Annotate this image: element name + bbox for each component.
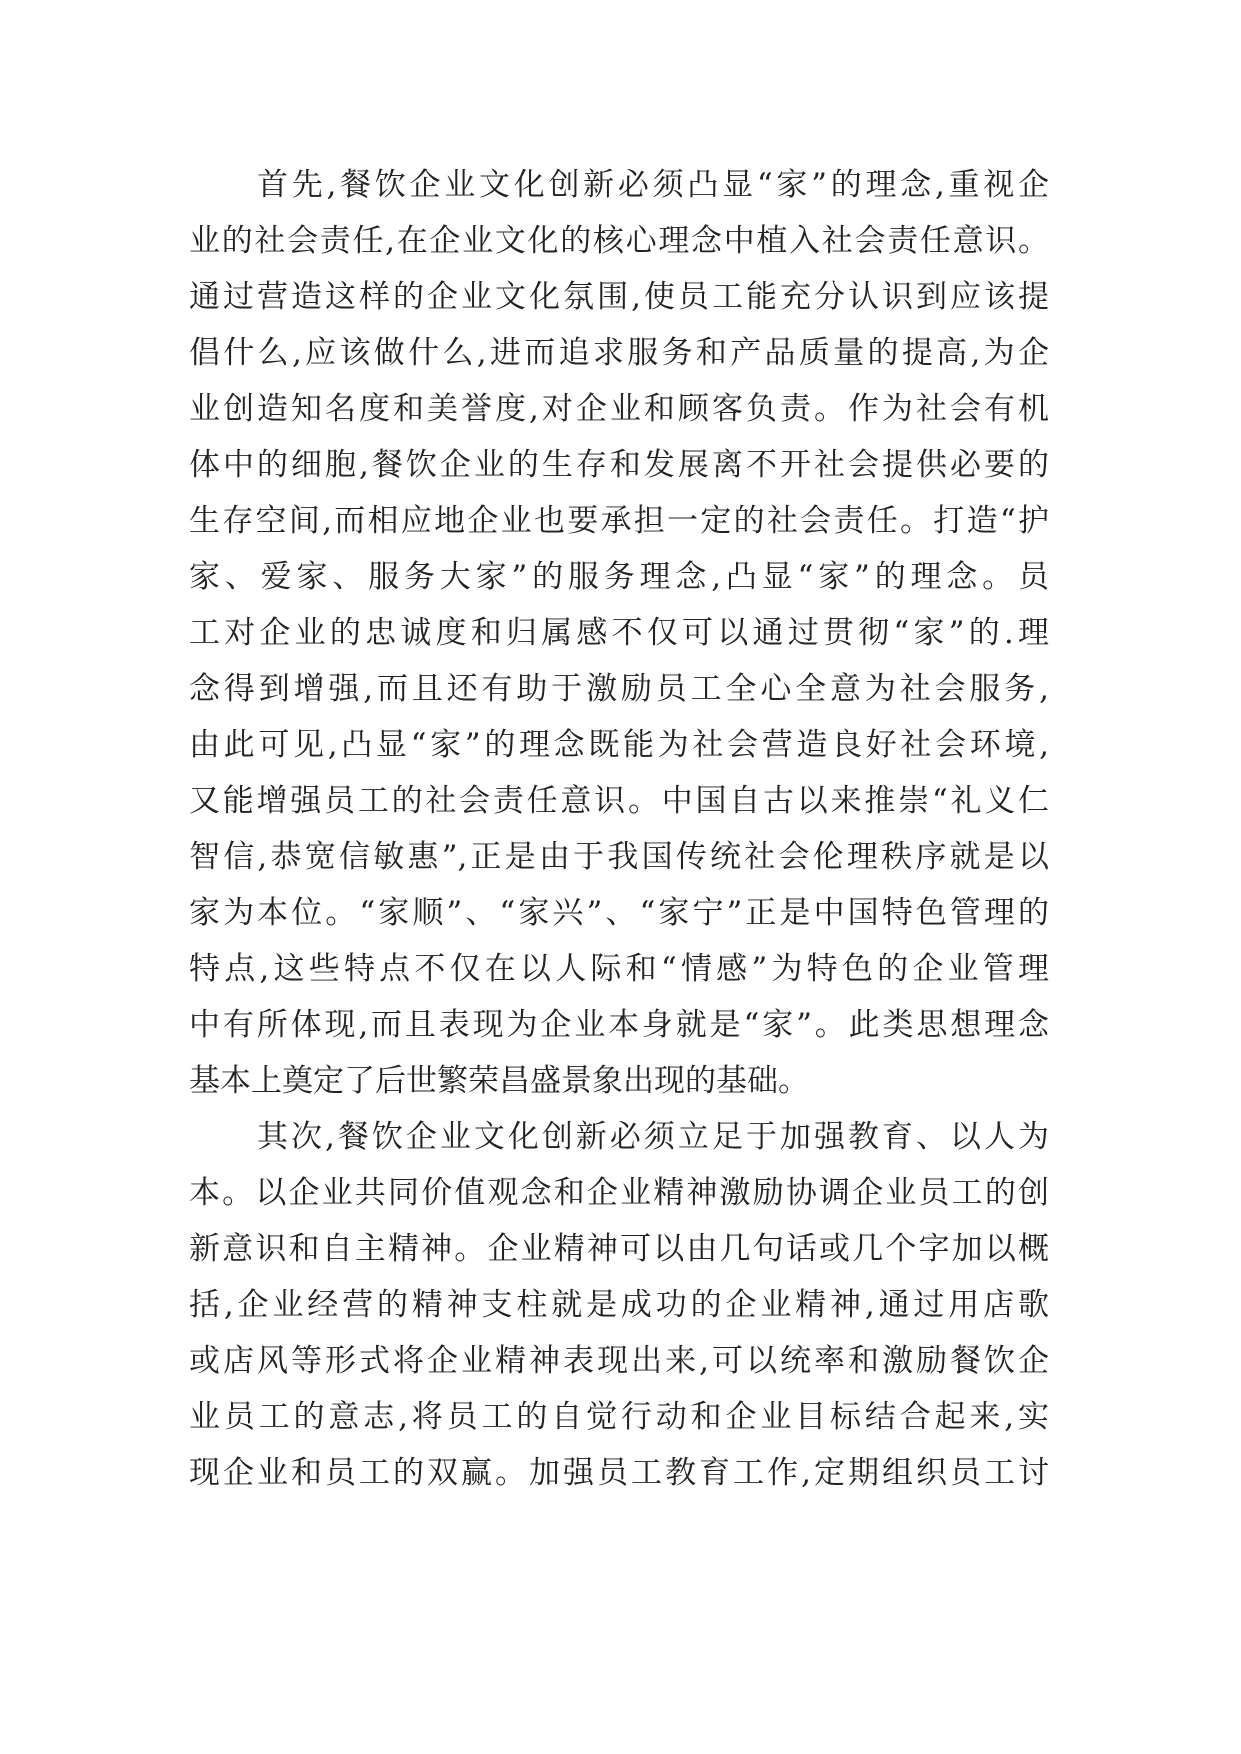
body-text xyxy=(189,157,1049,1501)
text-line: 基本上奠定了后世繁荣昌盛景象出现的基础。 xyxy=(189,1063,809,1099)
text-line: 特点,这些特点不仅在以人际和“情感”为特色的企业管理 xyxy=(189,951,1049,987)
text-line: 或店风等形式将企业精神表现出来,可以统率和激励餐饮企 xyxy=(189,1343,1049,1379)
paragraph-2 xyxy=(189,1109,1049,1501)
paragraph-1 xyxy=(189,157,1049,1109)
text-line: 中有所体现,而且表现为企业本身就是“家”。此类思想理念 xyxy=(189,1007,1049,1043)
text-line: 工对企业的忠诚度和归属感不仅可以通过贯彻“家”的.理 xyxy=(189,615,1049,651)
text-line: 家、爱家、服务大家”的服务理念,凸显“家”的理念。员 xyxy=(189,559,1049,595)
text-line: 体中的细胞,餐饮企业的生存和发展离不开社会提供必要的 xyxy=(189,447,1049,483)
text-line: 业的社会责任,在企业文化的核心理念中植入社会责任意识。 xyxy=(189,223,1049,259)
text-line: 其次,餐饮企业文化创新必须立足于加强教育、以人为 xyxy=(257,1119,1049,1155)
text-line: 现企业和员工的双赢。加强员工教育工作,定期组织员工讨 xyxy=(189,1455,1049,1491)
text-line: 家为本位。“家顺”、“家兴”、“家宁”正是中国特色管理的 xyxy=(189,895,1049,931)
text-line: 念得到增强,而且还有助于激励员工全心全意为社会服务, xyxy=(189,671,1049,707)
text-line: 括,企业经营的精神支柱就是成功的企业精神,通过用店歌 xyxy=(189,1287,1049,1323)
text-line: 由此可见,凸显“家”的理念既能为社会营造良好社会环境, xyxy=(189,727,1049,763)
text-line: 生存空间,而相应地企业也要承担一定的社会责任。打造“护 xyxy=(189,503,1049,539)
text-line: 通过营造这样的企业文化氛围,使员工能充分认识到应该提 xyxy=(189,279,1049,315)
text-line: 新意识和自主精神。企业精神可以由几句话或几个字加以概 xyxy=(189,1231,1049,1267)
text-line: 本。以企业共同价值观念和企业精神激励协调企业员工的创 xyxy=(189,1175,1049,1211)
text-line: 智信,恭宽信敏惠”,正是由于我国传统社会伦理秩序就是以 xyxy=(189,839,1049,875)
text-line: 又能增强员工的社会责任意识。中国自古以来推崇“礼义仁 xyxy=(189,783,1049,819)
text-line: 业员工的意志,将员工的自觉行动和企业目标结合起来,实 xyxy=(189,1399,1049,1435)
text-line: 业创造知名度和美誉度,对企业和顾客负责。作为社会有机 xyxy=(189,391,1049,427)
text-line: 倡什么,应该做什么,进而追求服务和产品质量的提高,为企 xyxy=(189,335,1049,371)
text-line: 首先,餐饮企业文化创新必须凸显“家”的理念,重视企 xyxy=(257,167,1049,203)
